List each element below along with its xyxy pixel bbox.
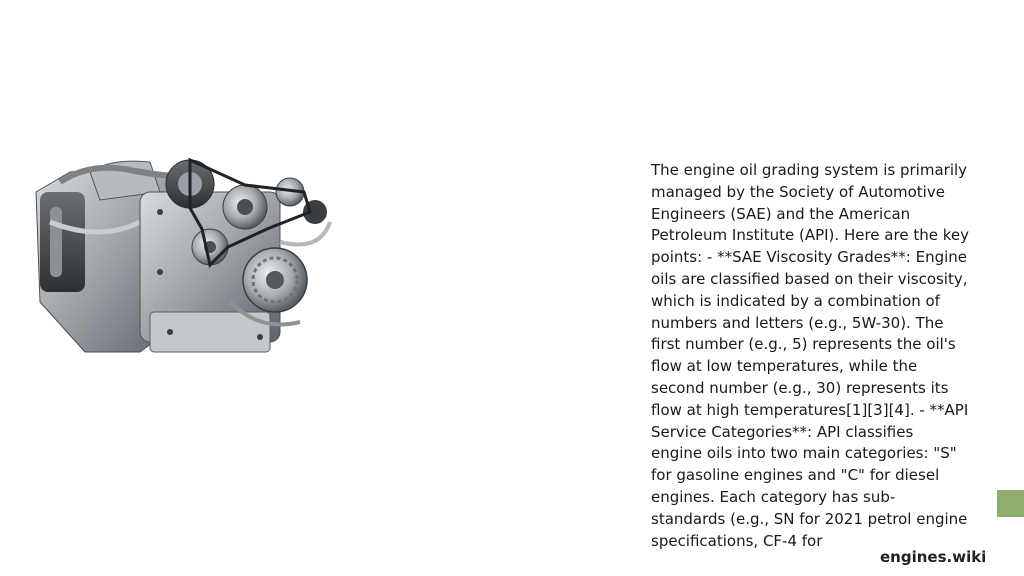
accent-square: [997, 490, 1024, 517]
engine-photo-icon: [30, 152, 340, 358]
body-text: The engine oil grading system is primarily managed by the Society of Automotive Engineers (SAE) and the American Petroleum Institute (API). Here are the key points: - **SAE Viscosity Grades**: Engine oils are classified based on their viscosity, which is indicated by a combination of numbers and letters (e.g., 5W-30). The first number (e.g., 5) represents the oil's flow at low temperatures, while the second number (e.g., 30) represents its flow at high temperatures[1][3][4]. - **API Service Categories**: API classifies engine oils into two main categories: "S" for gasoline engines and "C" for diesel engines. Each category has sub-standards (e.g., SN for 2021 petrol engine specifications, CF-4 for: [651, 161, 969, 550]
brand-label: engines.wiki: [880, 548, 987, 566]
